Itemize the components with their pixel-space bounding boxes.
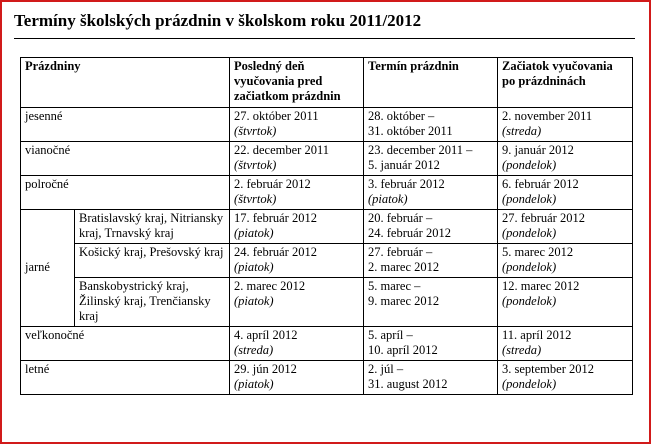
region-cell: Bratislavský kraj, Nitriansky kraj, Trnavský kraj	[75, 210, 230, 244]
last-day: 17. február 2012	[234, 211, 317, 225]
last-day-cell	[230, 210, 364, 244]
last-day-weekday: (štvrtok)	[234, 124, 277, 138]
table-row	[21, 361, 633, 395]
start-day: 11. apríl 2012	[502, 328, 572, 342]
term-to: 24. február 2012	[368, 226, 451, 240]
table-row	[21, 142, 633, 176]
holiday-name: letné	[21, 361, 230, 395]
last-day-cell	[230, 142, 364, 176]
term-from: 2. júl –	[368, 362, 404, 376]
term-cell	[364, 108, 498, 142]
start-cell	[498, 361, 633, 395]
term-from: 28. október –	[368, 109, 435, 123]
start-day: 2. november 2011	[502, 109, 593, 123]
last-day-cell	[230, 278, 364, 327]
region-cell: Banskobystrický kraj, Žilinský kraj, Trenčiansky kraj	[75, 278, 230, 327]
start-weekday: (pondelok)	[502, 158, 557, 172]
holiday-name: polročné	[21, 176, 230, 210]
start-day: 6. február 2012	[502, 177, 579, 191]
last-day: 27. október 2011	[234, 109, 319, 123]
last-day-weekday: (streda)	[234, 343, 274, 357]
start-weekday: (pondelok)	[502, 260, 557, 274]
term-to: 5. január 2012	[368, 158, 440, 172]
table-row	[21, 244, 633, 278]
last-day: 24. február 2012	[234, 245, 317, 259]
table-header-row	[21, 58, 633, 108]
term-from: 20. február –	[368, 211, 433, 225]
last-day: 22. december 2011	[234, 143, 329, 157]
header-start: Začiatok vyučovania po prázdninách	[498, 58, 633, 108]
last-day-cell	[230, 108, 364, 142]
start-cell	[498, 210, 633, 244]
region-cell: Košický kraj, Prešovský kraj	[75, 244, 230, 278]
last-day-weekday: (štvrtok)	[234, 158, 277, 172]
holiday-table	[20, 57, 633, 395]
last-day-weekday: (piatok)	[234, 294, 274, 308]
term-cell	[364, 278, 498, 327]
term-to: 31. august 2012	[368, 377, 448, 391]
start-weekday: (pondelok)	[502, 377, 557, 391]
last-day-cell	[230, 361, 364, 395]
start-weekday: (pondelok)	[502, 192, 557, 206]
start-day: 27. február 2012	[502, 211, 585, 225]
start-weekday: (streda)	[502, 343, 542, 357]
header-holidays: Prázdniny	[21, 58, 230, 108]
start-cell	[498, 176, 633, 210]
header-term: Termín prázdnin	[364, 58, 498, 108]
start-cell	[498, 278, 633, 327]
table-row	[21, 108, 633, 142]
start-weekday: (pondelok)	[502, 294, 557, 308]
title-underline	[14, 38, 635, 39]
start-day: 9. január 2012	[502, 143, 574, 157]
last-day: 4. apríl 2012	[234, 328, 298, 342]
term-cell	[364, 361, 498, 395]
last-day: 2. marec 2012	[234, 279, 306, 293]
start-day: 3. september 2012	[502, 362, 594, 376]
start-day: 5. marec 2012	[502, 245, 574, 259]
start-weekday: (pondelok)	[502, 226, 557, 240]
term-to: 2. marec 2012	[368, 260, 440, 274]
document-title: Termíny školských prázdnin v školskom roku 2011/2012	[14, 11, 422, 30]
start-cell	[498, 142, 633, 176]
term-to: 10. apríl 2012	[368, 343, 438, 357]
last-day-cell	[230, 327, 364, 361]
term-from: 3. február 2012	[368, 177, 445, 191]
last-day-weekday: (piatok)	[234, 226, 274, 240]
term-from: 23. december 2011 –	[368, 143, 473, 157]
table-row	[21, 327, 633, 361]
term-to: 31. október 2011	[368, 124, 453, 138]
term-cell	[364, 142, 498, 176]
start-cell	[498, 244, 633, 278]
start-day: 12. marec 2012	[502, 279, 580, 293]
holiday-name: vianočné	[21, 142, 230, 176]
last-day: 2. február 2012	[234, 177, 311, 191]
header-last-day: Posledný deň vyučovania pred začiatkom prázdnin	[230, 58, 364, 108]
holiday-name: jarné	[21, 210, 75, 327]
start-weekday: (streda)	[502, 124, 542, 138]
last-day-weekday: (piatok)	[234, 260, 274, 274]
last-day-cell	[230, 176, 364, 210]
table-row	[21, 176, 633, 210]
last-day-cell	[230, 244, 364, 278]
term-to: 9. marec 2012	[368, 294, 440, 308]
last-day: 29. jún 2012	[234, 362, 297, 376]
start-cell	[498, 108, 633, 142]
table-row	[21, 278, 633, 327]
holiday-name: jesenné	[21, 108, 230, 142]
term-cell	[364, 176, 498, 210]
term-cell	[364, 210, 498, 244]
term-from: 5. marec –	[368, 279, 421, 293]
last-day-weekday: (piatok)	[234, 377, 274, 391]
term-cell	[364, 327, 498, 361]
term-weekday: (piatok)	[368, 192, 408, 206]
table-row	[21, 210, 633, 244]
start-cell	[498, 327, 633, 361]
term-from: 27. február –	[368, 245, 433, 259]
last-day-weekday: (štvrtok)	[234, 192, 277, 206]
holiday-name: veľkonočné	[21, 327, 230, 361]
term-cell	[364, 244, 498, 278]
term-from: 5. apríl –	[368, 328, 413, 342]
